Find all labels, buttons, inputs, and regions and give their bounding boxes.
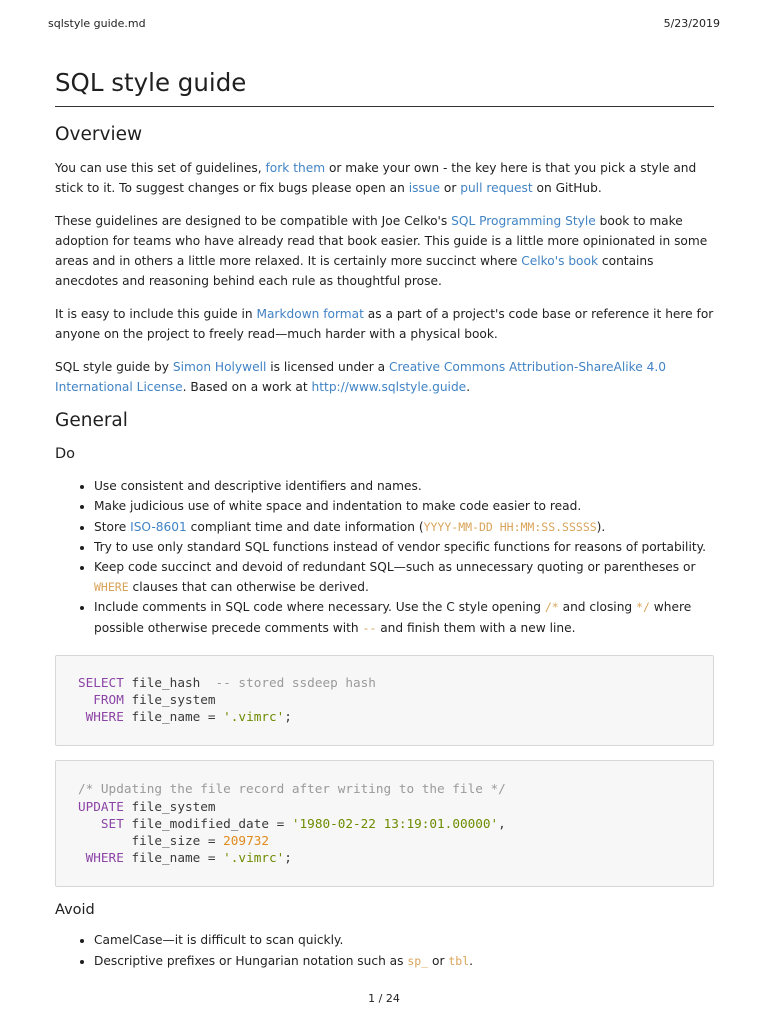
pull-request-link[interactable]: pull request <box>460 181 533 196</box>
celkos-book-link[interactable]: Celko's book <box>521 254 599 269</box>
inline-code: YYYY-MM-DD HH:MM:SS.SSSSS <box>423 519 597 534</box>
list-item: • Try to use only standard SQL functions instead of vendor specific functions for reasons of portability. <box>94 537 714 557</box>
do-list <box>55 476 714 638</box>
inline-code: tbl <box>448 953 470 968</box>
inline-code: /* <box>544 600 559 615</box>
list-item: • Make judicious use of white space and indentation to make code easier to read. <box>94 496 714 516</box>
list-item: • Include comments in SQL code where necessary. Use the C style opening /* and closing */ where possible otherwise precede comments with -- and finish them with a new line. <box>94 597 714 637</box>
avoid-list <box>55 930 714 970</box>
issue-link[interactable]: issue <box>408 181 440 196</box>
inline-code: */ <box>636 600 650 615</box>
overview-paragraph-4: SQL style guide by Simon Holywell is licensed under a Creative Commons Attribution-ShareAlike 4.0 International License. Based on a work at http://www.sqlstyle.guide. <box>55 359 666 394</box>
overview-paragraph-2: These guidelines are designed to be compatible with Joe Celko's SQL Programming Style book to make adoption for teams who have already read that book easier. This guide is a little more opinionated in some areas and in others a little more relaxed. It is certainly more succinct where Celko's book contains anecdotes and reasoning behind each rule as thoughtful prose. <box>55 213 708 289</box>
list-item: • Keep code succinct and devoid of redundant SQL—such as unnecessary quoting or parentheses or WHERE clauses that can otherwise be derived. <box>94 557 714 597</box>
iso-8601-link[interactable]: ISO-8601 <box>130 519 187 534</box>
avoid-heading: Avoid <box>55 902 95 919</box>
code-block-select: SELECT file_hash -- stored ssdeep hash FROM file_system WHERE file_name = '.vimrc'; <box>55 655 714 747</box>
inline-code: WHERE <box>94 580 129 595</box>
overview-paragraph-1: You can use this set of guidelines, fork them or make your own - the key here is that you pick a style and stick to it. To suggest changes or fix bugs please open an issue or pull request on GitHub. <box>55 161 697 196</box>
page-title: SQL style guide <box>55 66 714 107</box>
sqlstyle-guide-link[interactable]: http://www.sqlstyle.guide <box>311 379 467 394</box>
list-item: • Use consistent and descriptive identifiers and names. <box>94 476 714 496</box>
document-content <box>55 66 714 988</box>
list-item: • Store ISO-8601 compliant time and date information (YYYY-MM-DD HH:MM:SS.SSSSS). <box>94 517 714 537</box>
sql-programming-style-link[interactable]: SQL Programming Style <box>451 213 596 228</box>
license-link[interactable]: Creative Commons Attribution-ShareAlike 4.0 International License <box>55 359 666 394</box>
code-block-update: /* Updating the file record after writing to the file */ UPDATE file_system SET file_modified_date = '1980-02-22 13:19:01.00000', file_size = 209732 WHERE file_name = '.vimrc'; <box>55 760 714 887</box>
page-number: 1 / 24 <box>368 992 400 1005</box>
inline-code: -- <box>362 620 377 635</box>
general-heading: General <box>55 410 128 432</box>
list-item: • Descriptive prefixes or Hungarian notation such as sp_ or tbl. <box>94 951 714 971</box>
overview-heading: Overview <box>55 124 143 145</box>
document-filename: sqlstyle guide.md <box>48 17 146 30</box>
overview-paragraph-3: It is easy to include this guide in Markdown format as a part of a project's code base or reference it here for anyone on the project to freely read—much harder with a physical book. <box>55 306 714 342</box>
do-heading: Do <box>55 446 76 463</box>
inline-code: sp_ <box>407 953 429 968</box>
list-item: • CamelCase—it is difficult to scan quickly. <box>94 930 714 950</box>
markdown-format-link[interactable]: Markdown format <box>256 306 364 321</box>
document-date: 5/23/2019 <box>663 17 720 30</box>
simon-holywell-link[interactable]: Simon Holywell <box>172 359 267 374</box>
fork-them-link[interactable]: fork them <box>265 161 326 175</box>
